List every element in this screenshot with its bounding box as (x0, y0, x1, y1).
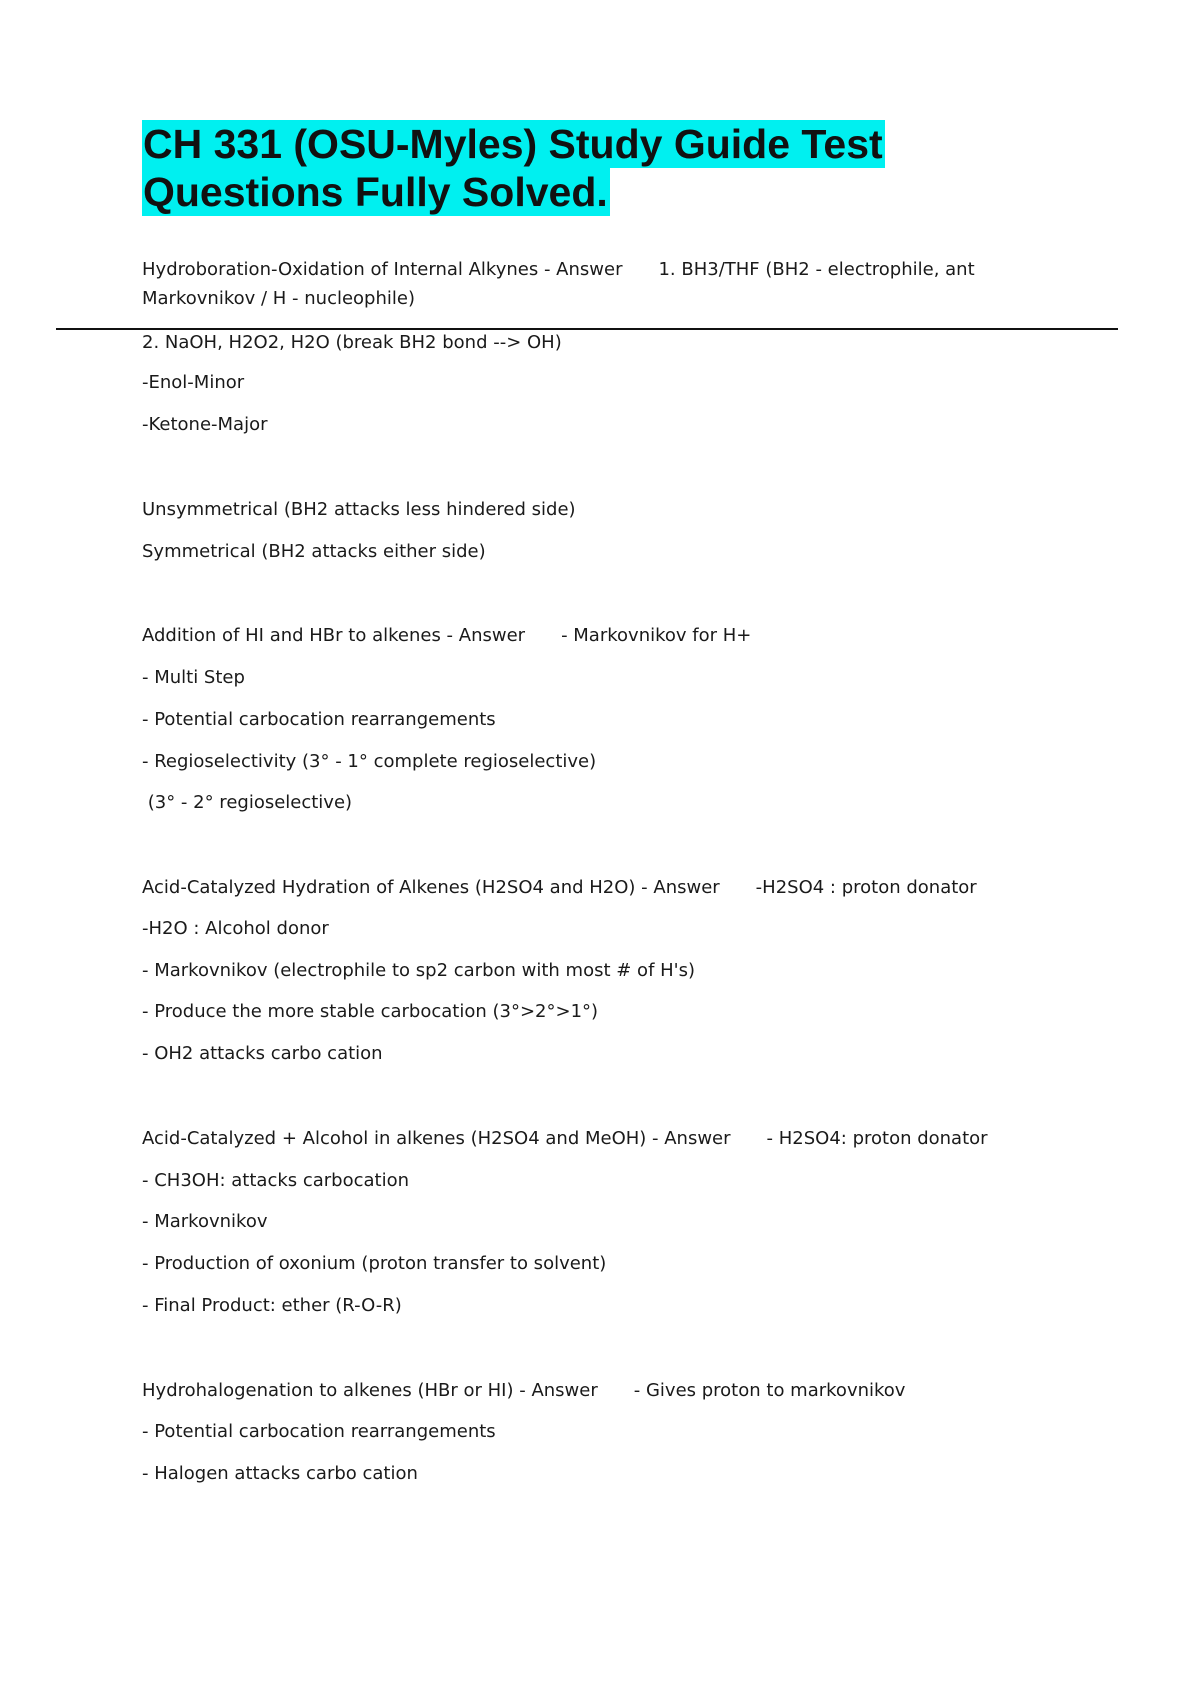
answer-line: 2. NaOH, H2O2, H2O (break BH2 bond --> OH) (142, 332, 562, 353)
answer-continuation: Markovnikov / H - nucleophile) (142, 288, 415, 309)
question-hydrohalogenation (142, 1380, 905, 1402)
answer-line: - OH2 attacks carbo cation (142, 1043, 383, 1064)
answer-line: - Regioselectivity (3° - 1° complete regioselective) (142, 751, 597, 772)
answer-line: - Halogen attacks carbo cation (142, 1463, 418, 1484)
answer-line: - Multi Step (142, 667, 245, 688)
answer-text: 1. BH3/THF (BH2 - electrophile, ant (658, 259, 975, 280)
title-line-2: Questions Fully Solved. (143, 169, 608, 215)
answer-line: - Production of oxonium (proton transfer to solvent) (142, 1253, 607, 1274)
question-text: Hydroboration-Oxidation of Internal Alkynes - Answer (142, 259, 623, 280)
question-text: Acid-Catalyzed + Alcohol in alkenes (H2SO4 and MeOH) - Answer (142, 1128, 731, 1149)
answer-line: - Markovnikov (electrophile to sp2 carbon with most # of H's) (142, 960, 696, 981)
answer-text: -H2SO4 : proton donator (755, 877, 977, 898)
answer-line: - Potential carbocation rearrangements (142, 709, 496, 730)
question-text: Hydrohalogenation to alkenes (HBr or HI) - Answer (142, 1380, 598, 1401)
answer-line: Unsymmetrical (BH2 attacks less hindered side) (142, 499, 576, 520)
answer-line: - CH3OH: attacks carbocation (142, 1170, 410, 1191)
answer-text: - Gives proton to markovnikov (633, 1380, 906, 1401)
answer-line: - Final Product: ether (R-O-R) (142, 1295, 402, 1316)
answer-line: - Markovnikov (142, 1211, 268, 1232)
answer-line: - Potential carbocation rearrangements (142, 1421, 496, 1442)
answer-text: - H2SO4: proton donator (766, 1128, 988, 1149)
title-line-1: CH 331 (OSU-Myles) Study Guide Test (143, 121, 883, 167)
answer-text: - Markovnikov for H+ (561, 625, 752, 646)
question-hi-hbr-addition (142, 625, 751, 647)
answer-line: -Ketone-Major (142, 414, 268, 435)
question-acid-alcohol (142, 1128, 988, 1150)
question-text: Addition of HI and HBr to alkenes - Answer (142, 625, 526, 646)
question-text: Acid-Catalyzed Hydration of Alkenes (H2SO4 and H2O) - Answer (142, 877, 720, 898)
divider-line (56, 328, 1118, 330)
answer-line: - Produce the more stable carbocation (3°>2°>1°) (142, 1001, 599, 1022)
document-title (142, 120, 1042, 216)
answer-line: -H2O : Alcohol donor (142, 918, 329, 939)
answer-line: Symmetrical (BH2 attacks either side) (142, 541, 486, 562)
answer-line: (3° - 2° regioselective) (142, 792, 353, 813)
question-hydroboration (142, 259, 975, 281)
question-acid-hydration (142, 877, 977, 899)
answer-line: -Enol-Minor (142, 372, 245, 393)
